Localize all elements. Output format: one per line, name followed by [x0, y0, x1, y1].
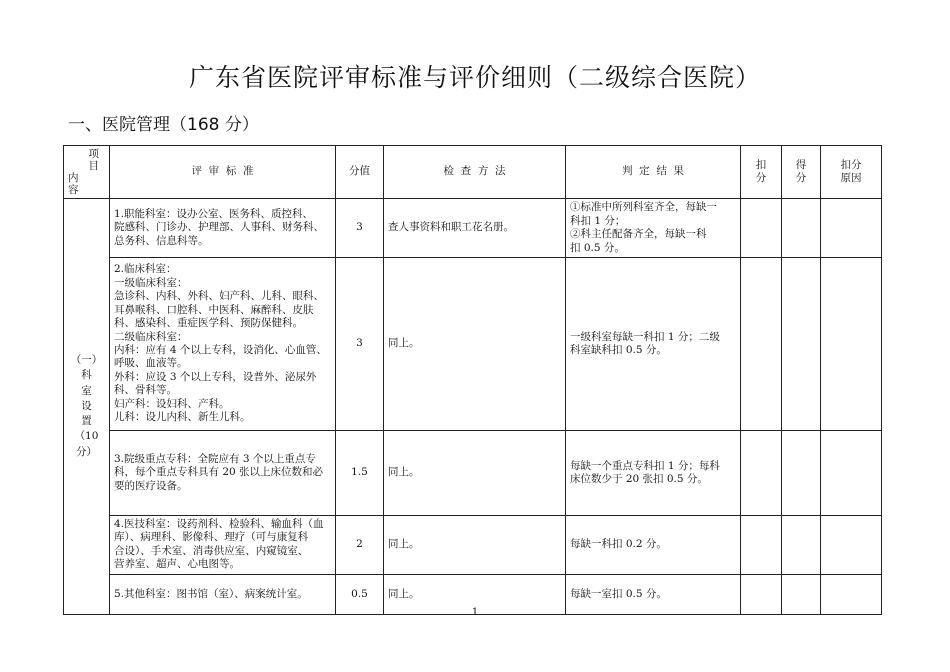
- reason-cell: [821, 199, 882, 258]
- category-cell-line: （一）: [70, 354, 103, 367]
- standard-cell-line: 科、感染科、重症医学科、预防保健科。: [114, 317, 303, 330]
- standard-cell-line: 营养室、超声、心电图等。: [114, 558, 240, 571]
- judgment-cell-line: 科室缺科扣 0.5 分。: [570, 344, 667, 356]
- standard-cell-line: 库）、病理科、影像科、理疗（可与康复科: [114, 531, 309, 544]
- header-score: 分值: [336, 146, 384, 199]
- table-row: [64, 516, 882, 575]
- category-cell-line: 分）: [76, 445, 97, 458]
- header-item-bottom: 内 容: [68, 172, 85, 197]
- standard-cell-line: 合设）、手术室、消毒供应室、内窥镜室、: [114, 544, 309, 557]
- header-standard: 评 审 标 准: [110, 146, 336, 199]
- category-cell-line: 科: [81, 369, 92, 382]
- standard-cell-line: 耳鼻喉科、口腔科、中医科、麻醉科、皮肤: [114, 303, 314, 316]
- standard-cell-line: 4.医技科室：设药剂科、检验科、输血科（血: [114, 518, 324, 530]
- standard-cell: [110, 431, 336, 516]
- judgment-cell-line: ②科主任配备齐全，每缺一科: [570, 228, 707, 241]
- header-reason: 扣分 原因: [821, 146, 882, 199]
- earned-cell: [782, 516, 821, 575]
- judgment-cell-line: 一级科室每缺一科扣 1 分；二级: [570, 330, 720, 343]
- header-item-top: 项 目: [88, 148, 105, 173]
- reason-cell: [821, 431, 882, 516]
- method-cell: [384, 516, 566, 575]
- judgment-cell: [566, 516, 741, 575]
- judgment-cell-line: 每缺一个重点专科扣 1 分；每科: [570, 459, 720, 472]
- judgment-cell-line: 扣 0.5 分。: [570, 241, 625, 254]
- score-cell: 3: [336, 258, 384, 431]
- header-item: [64, 146, 110, 199]
- document-title: 广东省医院评审标准与评价细则（二级综合医院）: [188, 63, 761, 92]
- standard-cell: [110, 199, 336, 258]
- method-cell-line: 同上。: [388, 538, 420, 551]
- header-earned: 得 分: [782, 146, 821, 199]
- standard-cell-line: 总务科、信息科等。: [114, 234, 209, 247]
- standard-cell-line: 妇产科：设妇科、产科。: [114, 397, 230, 410]
- standard-cell-line: 科，每个重点专科具有 20 张以上床位数和必: [114, 466, 324, 479]
- method-cell: [384, 258, 566, 431]
- judgment-cell-line: 每缺一科扣 0.2 分。: [570, 538, 667, 551]
- table-row: [64, 258, 882, 431]
- category-cell: [64, 199, 110, 615]
- header-method: 检 查 方 法: [384, 146, 566, 199]
- standard-cell-line: 2.临床科室：: [114, 263, 177, 276]
- score-cell: 3: [336, 199, 384, 258]
- standard-cell-line: 儿科：设儿内科、新生儿科。: [114, 411, 251, 424]
- reason-cell: [821, 258, 882, 431]
- judgment-cell-line: 科扣 1 分；: [570, 214, 626, 227]
- standard-cell-line: 外科：应设 3 个以上专科，设普外、泌尿外: [114, 370, 317, 383]
- score-cell: 1.5: [336, 431, 384, 516]
- category-cell-line: 置: [81, 415, 92, 428]
- earned-cell: [782, 431, 821, 516]
- method-cell: [384, 199, 566, 258]
- standard-cell-line: 院感科、门诊办、护理部、人事科、财务科、: [114, 221, 324, 234]
- header-deduct: 扣 分: [741, 146, 782, 199]
- standard-cell-line: 呼吸、血液等。: [114, 357, 188, 370]
- deduct-cell: [741, 431, 782, 516]
- table-row: [64, 199, 882, 258]
- standard-cell-line: 急诊科、内科、外科、妇产科、儿科、眼科、: [114, 290, 324, 303]
- header-row: [64, 146, 882, 199]
- category-cell-line: （10: [74, 430, 99, 443]
- standard-cell-line: 1.职能科室：设办公室、医务科、质控科、: [114, 207, 314, 220]
- score-cell: 0.5: [336, 574, 384, 614]
- method-cell-line: 同上。: [388, 337, 420, 350]
- earned-cell: [782, 258, 821, 431]
- category-cell-line: 设: [81, 399, 92, 412]
- deduct-cell: [741, 516, 782, 575]
- method-cell-line: 查人事资料和职工花名册。: [388, 221, 514, 234]
- standard-cell-line: 要的医疗设备。: [114, 479, 188, 492]
- judgment-cell-line: 每缺一室扣 0.5 分。: [570, 587, 667, 600]
- category-cell-line: 室: [81, 384, 92, 397]
- judgment-cell-line: 床位数少于 20 张扣 0.5 分。: [570, 473, 708, 485]
- standard-cell-line: 5.其他科室：图书馆（室）、病案统计室。: [114, 587, 308, 600]
- section-heading: 一、医院管理（168 分）: [68, 115, 259, 135]
- standard-cell-line: 3.院级重点专科：全院应有 3 个以上重点专: [114, 452, 316, 465]
- standard-cell: [110, 516, 336, 575]
- standard-cell-line: 一级临床科室：: [114, 276, 188, 289]
- header-judgment: 判 定 结 果: [566, 146, 741, 199]
- earned-cell: [782, 199, 821, 258]
- standard-cell-line: 二级临床科室：: [114, 330, 188, 343]
- judgment-cell: [566, 199, 741, 258]
- method-cell-line: 同上。: [388, 587, 420, 600]
- deduct-cell: [741, 199, 782, 258]
- judgment-cell: [566, 258, 741, 431]
- standard-cell-line: 科、骨科等。: [114, 384, 177, 397]
- table-row: [64, 431, 882, 516]
- standard-cell: [110, 258, 336, 431]
- method-cell: [384, 431, 566, 516]
- reason-cell: [821, 516, 882, 575]
- evaluation-table: [63, 145, 882, 615]
- method-cell-line: 同上。: [388, 466, 420, 479]
- judgment-cell-line: ①标准中所列科室齐全，每缺一: [570, 201, 717, 214]
- judgment-cell: [566, 431, 741, 516]
- deduct-cell: [741, 258, 782, 431]
- standard-cell-line: 内科：应有 4 个以上专科，设消化、心血管、: [114, 344, 327, 356]
- page-number: 1: [471, 607, 479, 618]
- score-cell: 2: [336, 516, 384, 575]
